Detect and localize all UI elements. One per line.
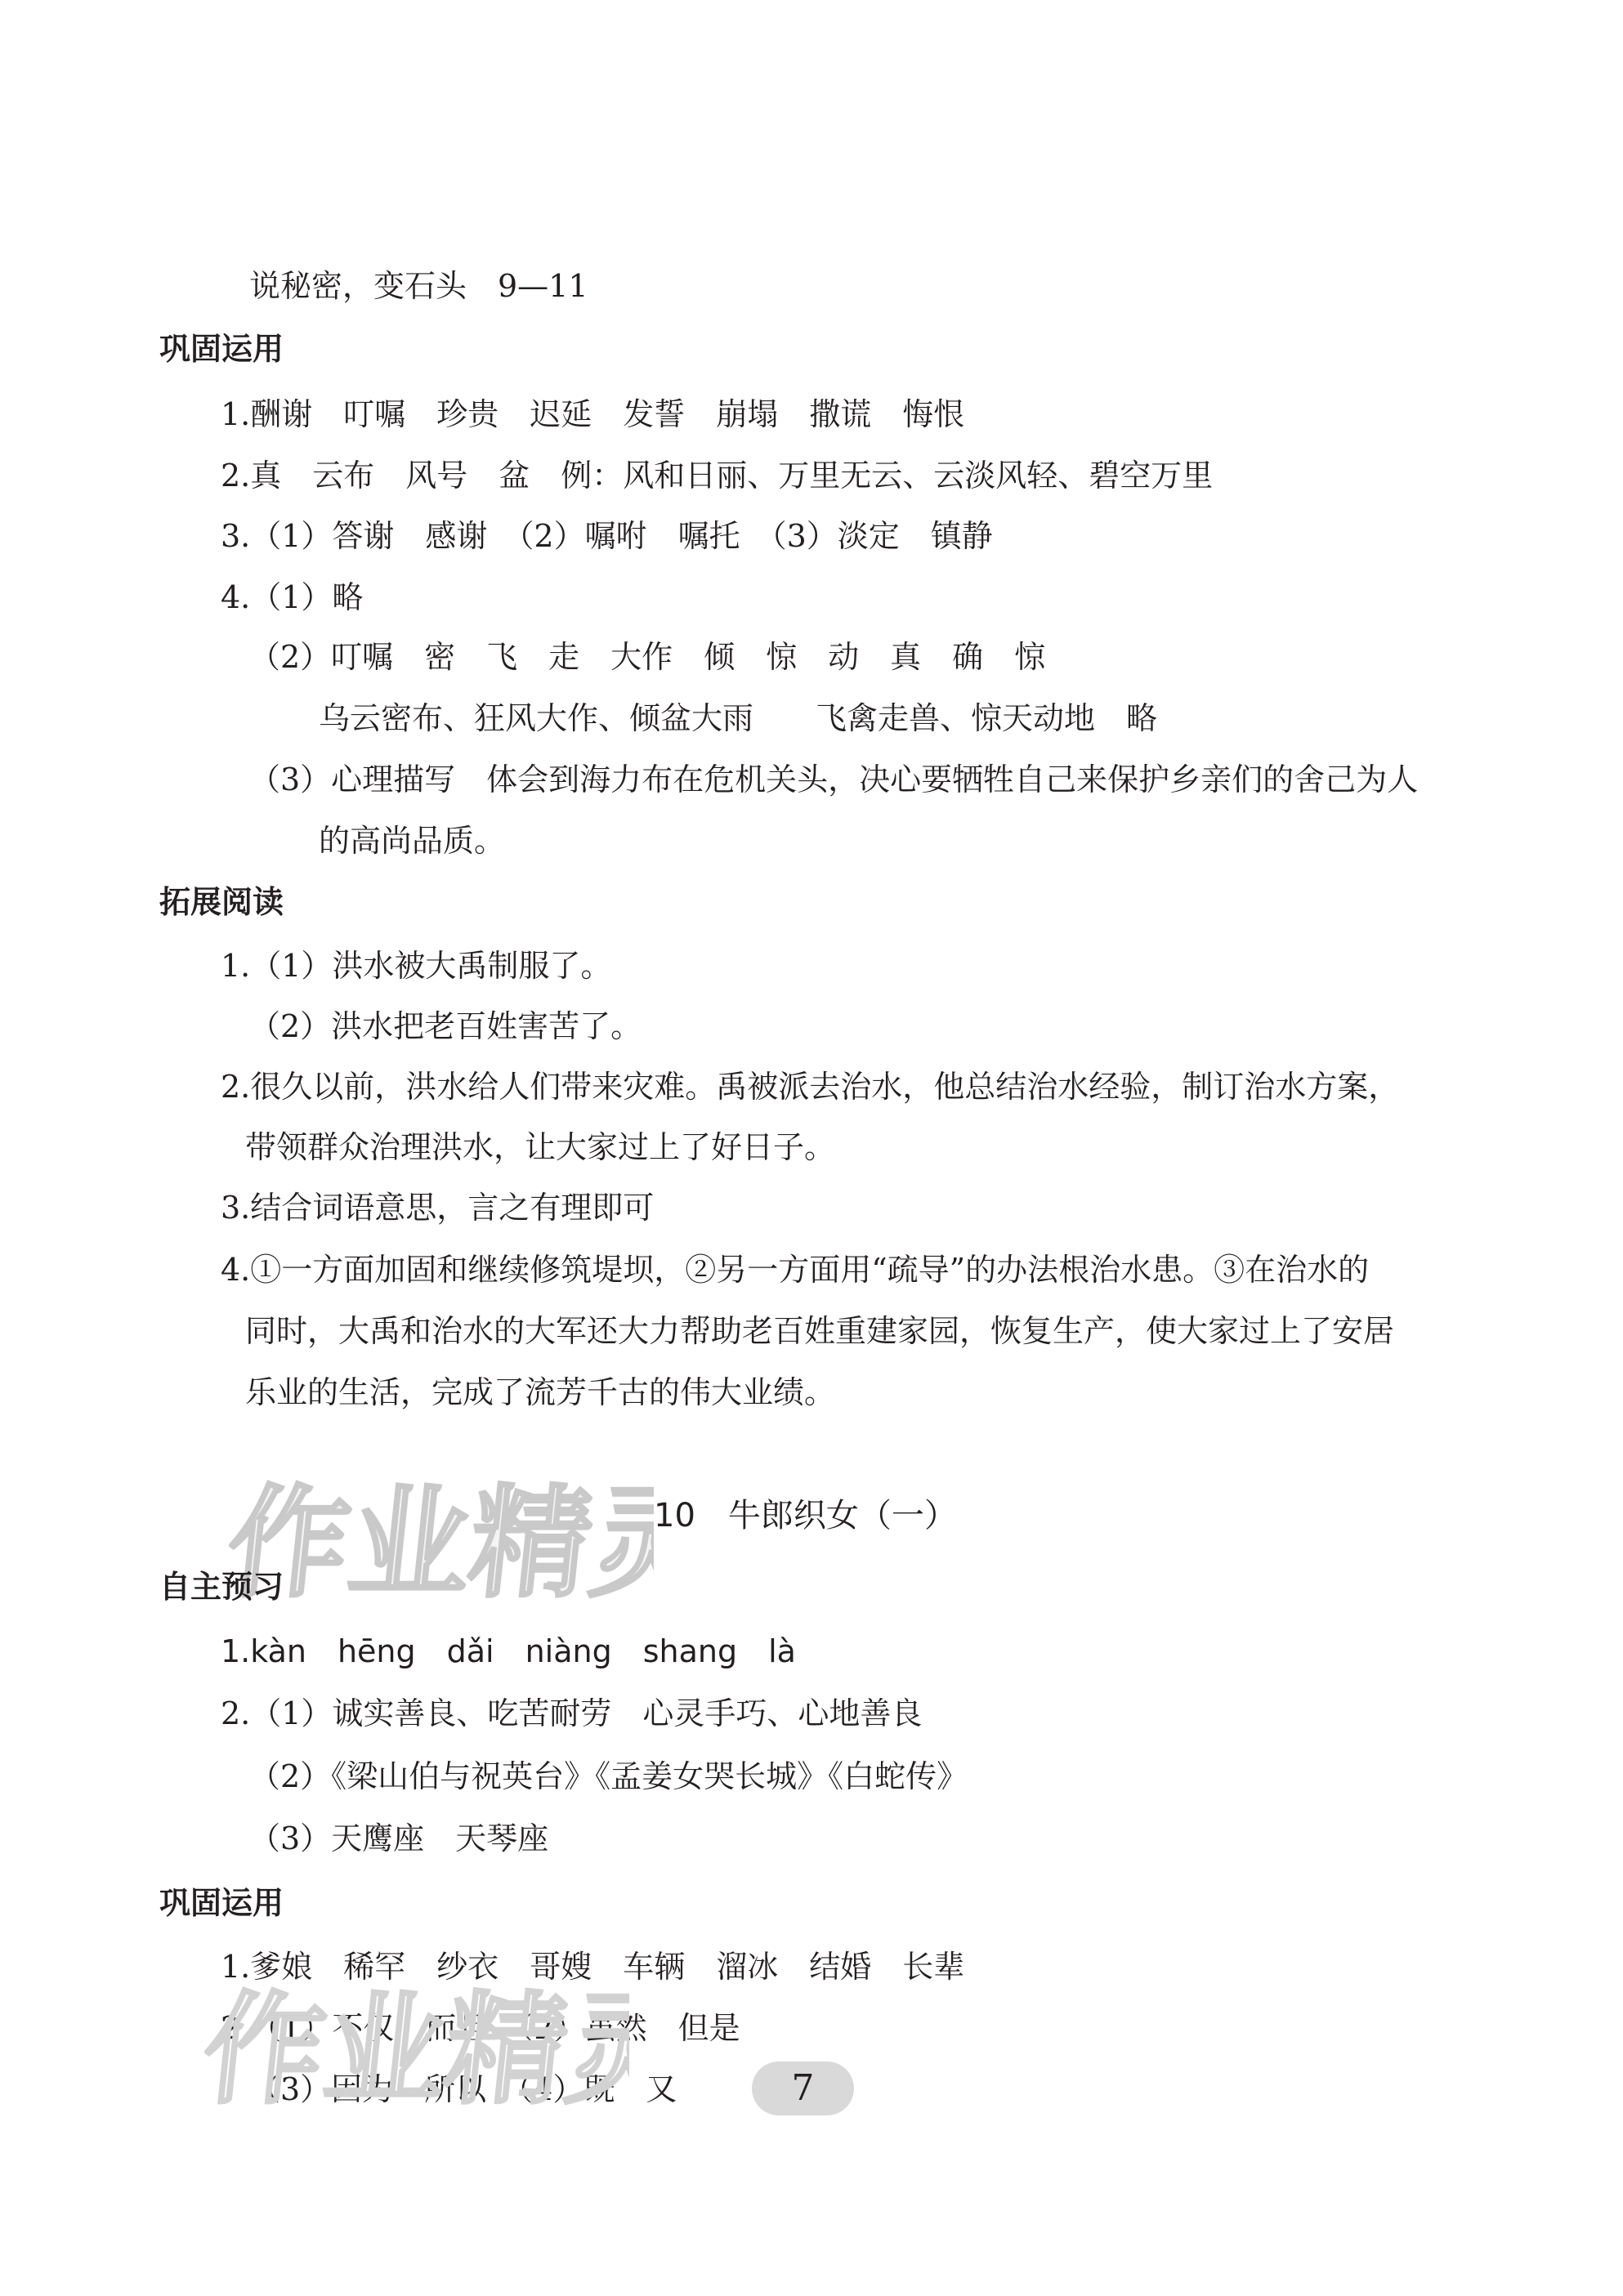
answer-line: （2）洪水把老百姓害苦了。	[249, 1008, 642, 1044]
answer-line: 2.很久以前，洪水给人们带来灾难。禹被派去治水，他总结治水经验，制订治水方案，	[221, 1069, 1400, 1105]
page-number: 7	[752, 2061, 854, 2115]
answer-line: 1.（1）洪水被大禹制服了。	[221, 948, 612, 984]
answer-line: 乐业的生活，完成了流芳千古的伟大业绩。	[245, 1374, 836, 1410]
answer-line: 乌云密布、狂风大作、倾盆大雨 飞禽走兽、惊天动地 略	[319, 700, 1158, 736]
answer-line: 3.结合词语意思，言之有理即可	[221, 1190, 655, 1226]
watermark-logo	[229, 1463, 654, 1609]
answer-line-pinyin: 1.kàn hēng dǎi niàng shang là	[221, 1633, 796, 1669]
answer-line: 1.酬谢 叮嘱 珍贵 迟延 发誓 崩塌 撒谎 悔恨	[221, 396, 965, 432]
answer-line: 4.①一方面加固和继续修筑堤坝，②另一方面用“疏导”的办法根治水患。③在治水的	[221, 1252, 1370, 1288]
answer-line: 2.（1）不仅 而且 （2）虽然 但是	[221, 2010, 740, 2046]
heading-self-preview: 自主预习	[159, 1569, 284, 1605]
section-source-line: 说秘密，变石头 9—11	[249, 268, 588, 304]
answer-line: 的高尚品质。	[319, 823, 506, 859]
answer-line: 带领群众治理洪水，让大家过上了好日子。	[245, 1129, 836, 1165]
heading-extended-reading: 拓展阅读	[159, 884, 284, 920]
answer-line: （3）因为 所以 （4）既 又	[249, 2071, 677, 2107]
answer-line: （3）天鹰座 天琴座	[249, 1820, 549, 1856]
heading-consolidate-2: 巩固运用	[159, 1885, 284, 1921]
answer-line: 同时，大禹和治水的大军还大力帮助老百姓重建家园，恢复生产，使大家过上了安居	[245, 1313, 1395, 1349]
watermark-text: 作业精灵	[204, 1979, 629, 2112]
answer-line: 3.（1）答谢 感谢 （2）嘱咐 嘱托 （3）淡定 镇静	[221, 518, 993, 554]
answer-line: 4.（1）略	[221, 579, 364, 615]
answer-line: （3）心理描写 体会到海力布在危机关头，决心要牺牲自己来保护乡亲们的舍己为人	[249, 762, 1419, 797]
lesson-title: 10 牛郎织女（一）	[654, 1497, 957, 1534]
watermark-text: 作业精灵	[229, 1472, 654, 1606]
answer-line: （2）叮嘱 密 飞 走 大作 倾 惊 动 真 确 惊	[249, 639, 1046, 675]
heading-consolidate-1: 巩固运用	[159, 331, 284, 367]
answer-line: （2）《梁山伯与祝英台》《孟姜女哭长城》《白蛇传》	[249, 1758, 968, 1794]
answer-line: 1.爹娘 稀罕 纱衣 哥嫂 车辆 溜冰 结婚 长辈	[221, 1949, 965, 1985]
answer-line: 2.真 云布 风号 盆 例：风和日丽、万里无云、云淡风轻、碧空万里	[221, 458, 1214, 494]
answer-line: 2.（1）诚实善良、吃苦耐劳 心灵手巧、心地善良	[221, 1695, 923, 1731]
